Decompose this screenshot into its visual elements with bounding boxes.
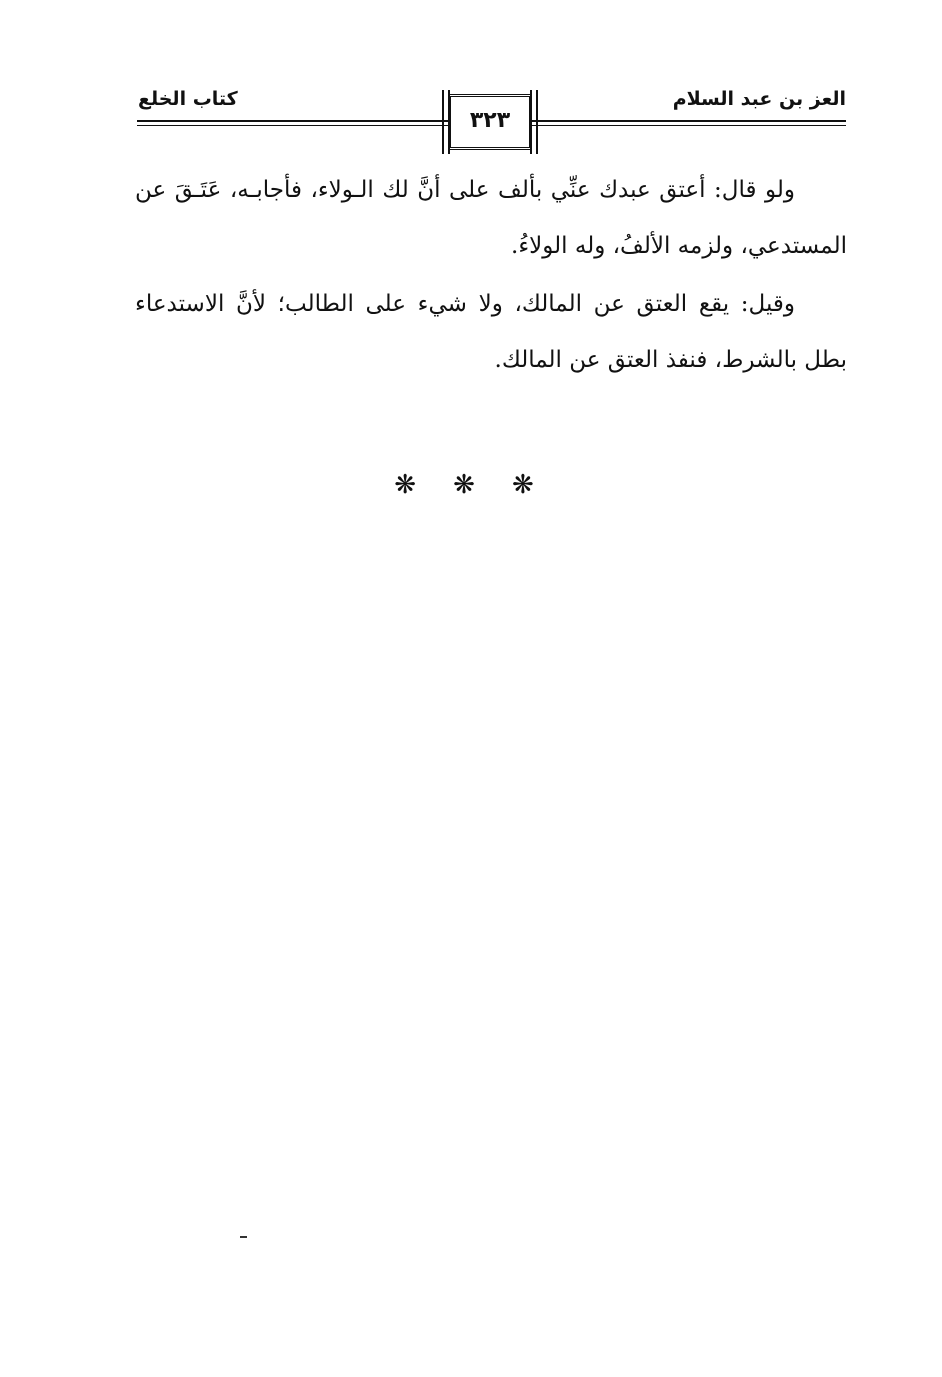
header-rule-right-thick <box>532 120 846 122</box>
header-chapter: كتاب الخلع <box>138 88 238 110</box>
header-rule-left-thin <box>137 125 448 126</box>
section-separator: ❋ ❋ ❋ <box>394 470 548 500</box>
header-rule-left-thick <box>137 120 448 122</box>
page-number: ٣٢٣ <box>469 108 511 133</box>
paragraph-2: وقيل: يقع العتق عن المالك، ولا شيء على الطالب؛ لأنَّ الاستدعاء بطل بالشرط، فنفذ العتق عن المالك. <box>135 291 847 373</box>
header-rule-right-thin <box>532 125 846 126</box>
header-author: العز بن عبد السلام <box>672 88 846 110</box>
page-number-frame <box>448 94 532 150</box>
scan-speck <box>240 1236 247 1238</box>
paragraph-1: ولو قال: أعتق عبدك عنِّي بألف على أنَّ لك الـولاء، فأجابـه، عَتَـقَ عن المستدعي، ولزمه الألفُ، وله الولاءُ. <box>135 177 847 259</box>
